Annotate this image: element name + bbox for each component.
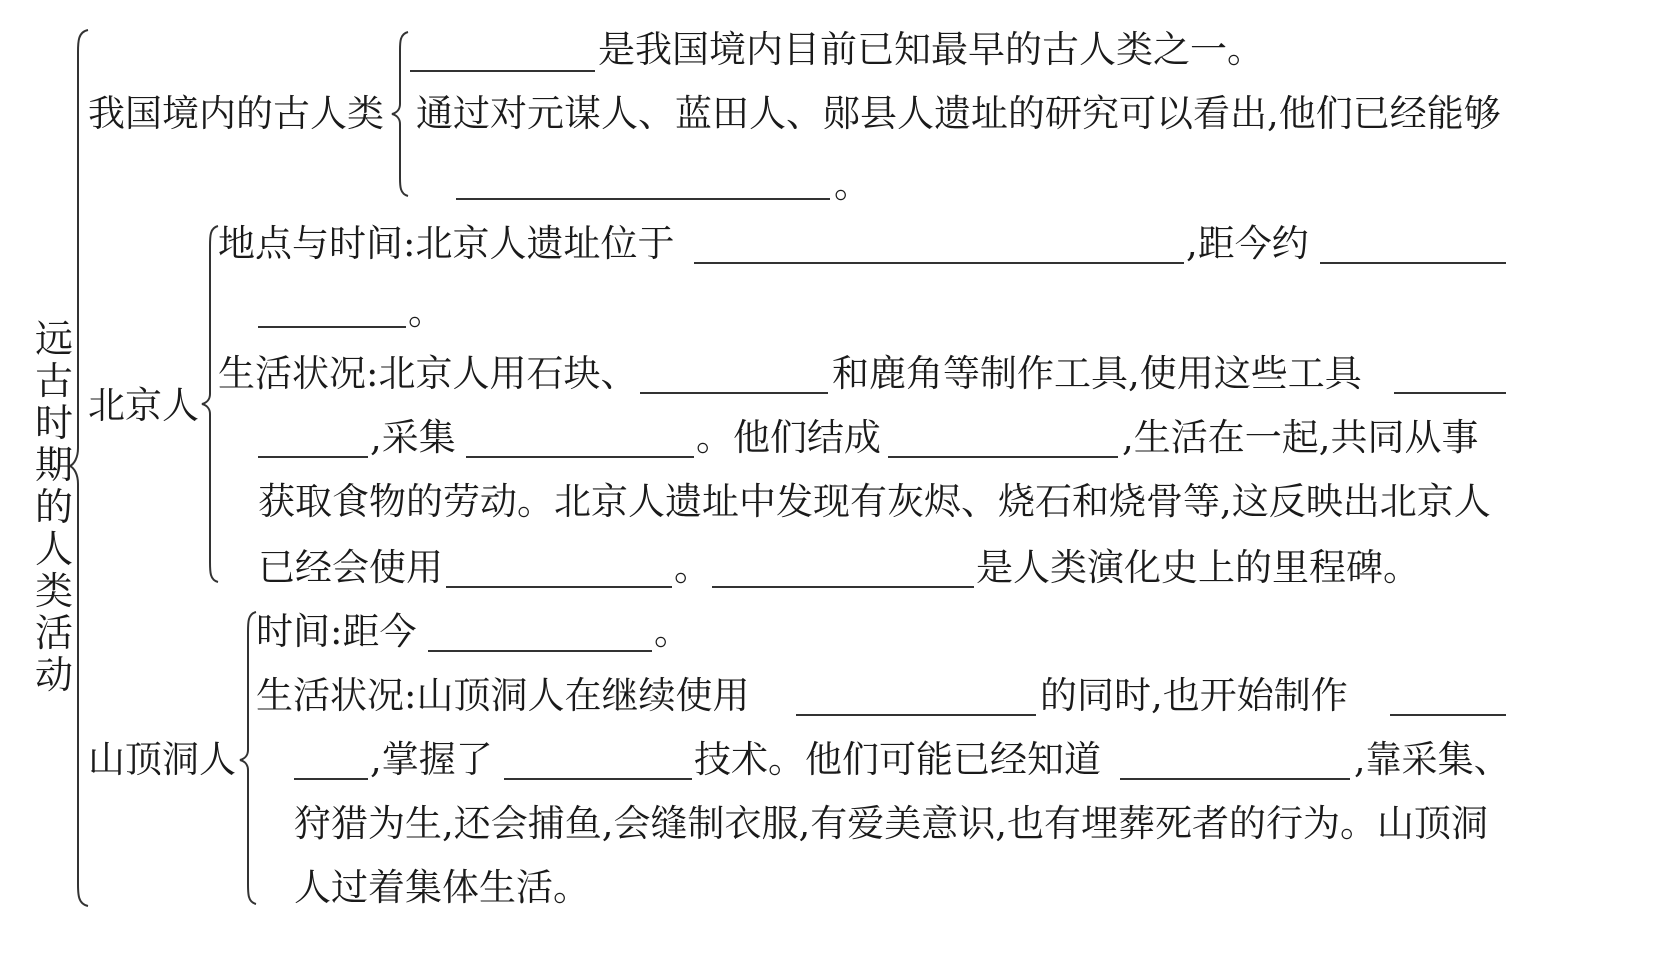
s2-l1b: ,距今约	[1186, 222, 1309, 265]
s2-l4c: ,生活在一起,共同从事	[1122, 416, 1479, 459]
s2-l1a: 地点与时间:北京人遗址位于	[218, 222, 675, 265]
blank-upper-cave-make-a[interactable]	[1390, 714, 1506, 716]
blank-ancient-ability[interactable]	[456, 198, 830, 200]
s3-l4: 狩猎为生,还会捕鱼,会缝制衣服,有爱美意识,也有埋葬死者的行为。山顶洞	[294, 802, 1489, 845]
s3-l2a: 生活状况:山顶洞人在继续使用	[256, 674, 750, 717]
blank-upper-cave-knowledge[interactable]	[1120, 778, 1350, 780]
s2-l6c: 是人类演化史上的里程碑。	[976, 546, 1420, 589]
blank-earliest-human[interactable]	[410, 70, 595, 72]
s2-l4b: 。他们结成	[696, 416, 881, 459]
s2-l2: 。	[408, 290, 445, 333]
blank-upper-cave-tools[interactable]	[796, 714, 1036, 716]
section2-brace	[198, 224, 222, 584]
section-label-ancient-humans: 我国境内的古人类	[88, 92, 384, 135]
blank-peking-time-b[interactable]	[258, 326, 406, 328]
section1-brace	[388, 30, 412, 198]
main-title: 远古时期的人类活动	[34, 317, 73, 697]
blank-upper-cave-make-b[interactable]	[294, 778, 368, 780]
s3-l3b: 技术。他们可能已经知道	[694, 738, 1101, 781]
section-label-upper-cave-man: 山顶洞人	[88, 738, 236, 781]
blank-peking-hunting-b[interactable]	[258, 456, 368, 458]
section3-brace	[236, 610, 260, 906]
s1-end: 。	[834, 163, 871, 206]
s2-l5: 获取食物的劳动。北京人遗址中发现有灰烬、烧石和烧骨等,这反映出北京人	[258, 480, 1491, 523]
blank-milestone[interactable]	[712, 586, 974, 588]
s3-l5: 人过着集体生活。	[294, 866, 590, 909]
s2-l6b: 。	[674, 546, 711, 589]
s1-line2: 通过对元谋人、蓝田人、郧县人遗址的研究可以看出,他们已经能够	[416, 92, 1501, 135]
blank-peking-location[interactable]	[694, 262, 1184, 264]
s2-l6a: 已经会使用	[258, 546, 443, 589]
s3-l3c: ,靠采集、	[1354, 738, 1510, 781]
blank-peking-time-a[interactable]	[1320, 262, 1506, 264]
s1-line1: 是我国境内目前已知最早的古人类之一。	[598, 28, 1264, 71]
blank-peking-group[interactable]	[888, 456, 1118, 458]
blank-peking-hunting-a[interactable]	[1394, 392, 1506, 394]
blank-peking-material[interactable]	[640, 392, 828, 394]
blank-upper-cave-time[interactable]	[428, 650, 652, 652]
s2-l3b: 和鹿角等制作工具,使用这些工具	[832, 352, 1362, 395]
blank-peking-fire[interactable]	[446, 586, 672, 588]
s3-l1a: 时间:距今	[256, 610, 417, 653]
s3-l3a: ,掌握了	[370, 738, 493, 781]
s2-l4a: ,采集	[370, 416, 456, 459]
s3-l2b: 的同时,也开始制作	[1040, 674, 1348, 717]
section-label-peking-man: 北京人	[88, 384, 199, 427]
s3-l1b: 。	[654, 610, 691, 653]
blank-upper-cave-technique[interactable]	[504, 778, 692, 780]
blank-peking-gather[interactable]	[466, 456, 694, 458]
s2-l3a: 生活状况:北京人用石块、	[218, 352, 638, 395]
